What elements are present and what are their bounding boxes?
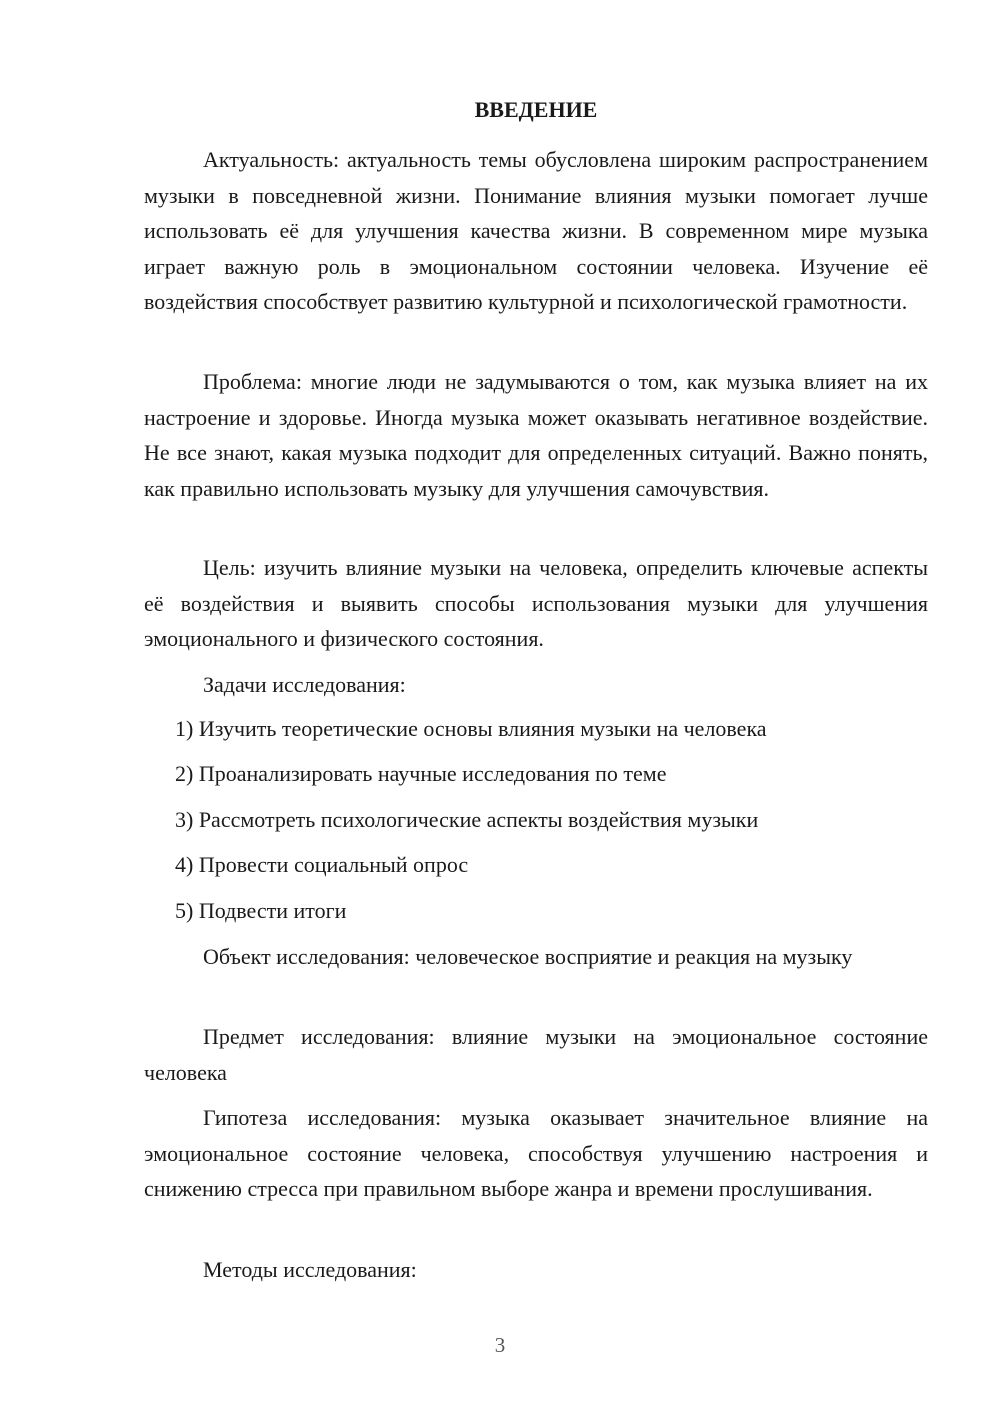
list-item: 1) Изучить теоретические основы влияния музыки на человека	[175, 716, 767, 741]
relevance-paragraph: Актуальность: актуальность темы обусловлена широким распространением музыки в повседневной жизни. Понимание влияния музыки помогает лучше использовать её для улучшения качества жизни. В современном мире музыка играет важную роль в эмоциональном состоянии человека. Изучение её воздействия способствует развитию культурной и психологической грамотности.	[144, 147, 928, 314]
tasks-heading: Задачи исследования:	[203, 672, 406, 697]
list-item: 3) Рассмотреть психологические аспекты воздействия музыки	[175, 807, 759, 832]
subject-paragraph: Предмет исследования: влияние музыки на эмоциональное состояние человека	[144, 1024, 928, 1085]
page-title: ВВЕДЕНИЕ	[474, 97, 598, 122]
hypothesis-paragraph: Гипотеза исследования: музыка оказывает значительное влияние на эмоциональное состояние человека, способствуя улучшению настроения и снижению стресса при правильном выборе жанра и времени прослушивания.	[144, 1105, 928, 1201]
goal-paragraph: Цель: изучить влияние музыки на человека, определить ключевые аспекты её воздействия и выявить способы использования музыки для улучшения эмоционального и физического состояния.	[144, 555, 928, 651]
list-item: 2) Проанализировать научные исследования по теме	[175, 761, 667, 786]
object-paragraph: Объект исследования: человеческое восприятие и реакция на музыку	[203, 944, 853, 969]
problem-paragraph: Проблема: многие люди не задумываются о том, как музыка влияет на их настроение и здоровье. Иногда музыка может оказывать негативное воздействие. Не все знают, какая музыка подходит для определенных ситуаций. Важно понять, как правильно использовать музыку для улучшения самочувствия.	[144, 369, 928, 501]
list-item: 5) Подвести итоги	[175, 898, 347, 923]
page-number: 3	[494, 1333, 506, 1357]
list-item: 4) Провести социальный опрос	[175, 852, 469, 877]
methods-heading: Методы исследования:	[203, 1257, 417, 1282]
